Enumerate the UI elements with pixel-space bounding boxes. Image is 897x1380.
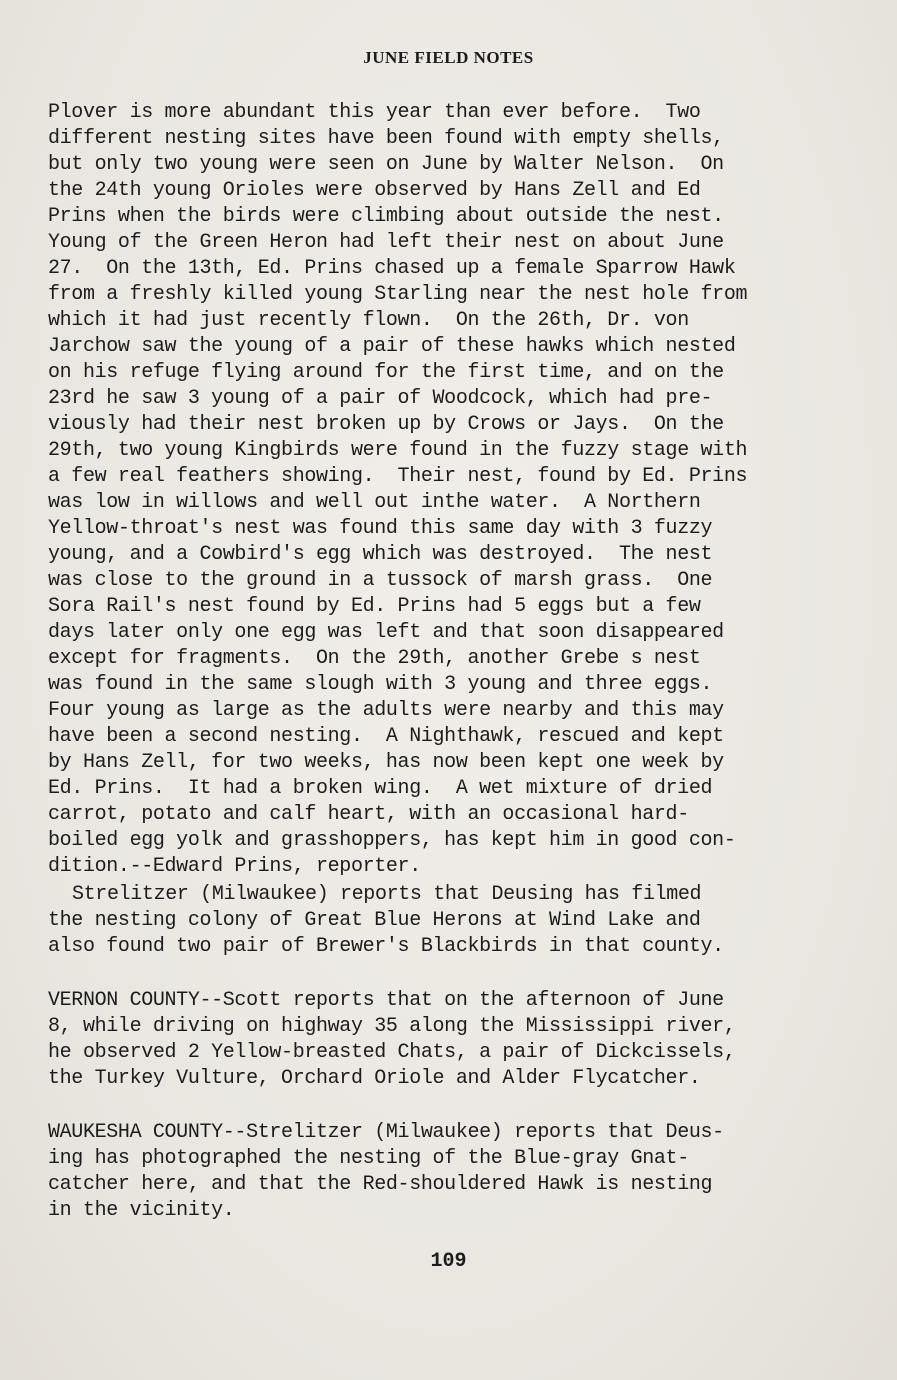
page-title: JUNE FIELD NOTES	[363, 48, 534, 67]
text-line: he observed 2 Yellow-breasted Chats, a pair of Dickcissels,	[48, 1041, 736, 1064]
text-line: which it had just recently flown. On the 26th, Dr. von	[48, 309, 689, 332]
text-line: also found two pair of Brewer's Blackbirds in that county.	[48, 935, 724, 958]
text-line: except for fragments. On the 29th, another Grebe s nest	[48, 647, 701, 670]
text-line: 23rd he saw 3 young of a pair of Woodcock, which had pre-	[48, 387, 713, 410]
text-line: 8, while driving on highway 35 along the Mississippi river,	[48, 1015, 736, 1038]
text-line: 29th, two young Kingbirds were found in the fuzzy stage with	[48, 439, 748, 462]
text-line: Young of the Green Heron had left their nest on about June	[48, 231, 724, 254]
text-line: different nesting sites have been found with empty shells,	[48, 127, 724, 150]
text-line: a few real feathers showing. Their nest, found by Ed. Prins	[48, 465, 748, 488]
text-line: Yellow-throat's nest was found this same day with 3 fuzzy	[48, 517, 713, 540]
text-line: the nesting colony of Great Blue Herons at Wind Lake and	[48, 909, 701, 932]
text-line: but only two young were seen on June by Walter Nelson. On	[48, 153, 724, 176]
text-line: young, and a Cowbird's egg which was destroyed. The nest	[48, 543, 713, 566]
text-line: Sora Rail's nest found by Ed. Prins had 5 eggs but a few	[48, 595, 701, 618]
text-line: Four young as large as the adults were nearby and this may	[48, 699, 724, 722]
text-line: 27. On the 13th, Ed. Prins chased up a female Sparrow Hawk	[48, 257, 736, 280]
text-line: days later only one egg was left and that soon disappeared	[48, 621, 724, 644]
text-line: WAUKESHA COUNTY--Strelitzer (Milwaukee) reports that Deus-	[48, 1121, 724, 1144]
text-line: carrot, potato and calf heart, with an occasional hard-	[48, 803, 689, 826]
text-line: the Turkey Vulture, Orchard Oriole and Alder Flycatcher.	[48, 1067, 701, 1090]
text-line: the 24th young Orioles were observed by Hans Zell and Ed	[48, 179, 701, 202]
text-line: viously had their nest broken up by Crows or Jays. On the	[48, 413, 724, 436]
text-line: have been a second nesting. A Nighthawk, rescued and kept	[48, 725, 724, 748]
text-line: ing has photographed the nesting of the Blue-gray Gnat-	[48, 1147, 689, 1170]
text-line: was found in the same slough with 3 young and three eggs.	[48, 673, 713, 696]
text-line: in the vicinity.	[48, 1199, 235, 1222]
text-line: catcher here, and that the Red-shouldered Hawk is nesting	[48, 1173, 713, 1196]
text-line: Jarchow saw the young of a pair of these hawks which nested	[48, 335, 736, 358]
text-line: dition.--Edward Prins, reporter.	[48, 855, 421, 878]
text-line: boiled egg yolk and grasshoppers, has kept him in good con-	[48, 829, 736, 852]
text-line: from a freshly killed young Starling near the nest hole from	[48, 283, 748, 306]
text-line: Ed. Prins. It had a broken wing. A wet mixture of dried	[48, 777, 713, 800]
text-line: on his refuge flying around for the first time, and on the	[48, 361, 724, 384]
text-line: Plover is more abundant this year than ever before. Two	[48, 101, 701, 124]
text-line: was close to the ground in a tussock of marsh grass. One	[48, 569, 713, 592]
text-line: was low in willows and well out inthe water. A Northern	[48, 491, 701, 514]
page-number: 109	[430, 1250, 467, 1273]
text-line: by Hans Zell, for two weeks, has now been kept one week by	[48, 751, 724, 774]
text-line: Strelitzer (Milwaukee) reports that Deusing has filmed	[72, 883, 702, 906]
text-line: VERNON COUNTY--Scott reports that on the afternoon of June	[48, 989, 724, 1012]
text-line: Prins when the birds were climbing about outside the nest.	[48, 205, 724, 228]
